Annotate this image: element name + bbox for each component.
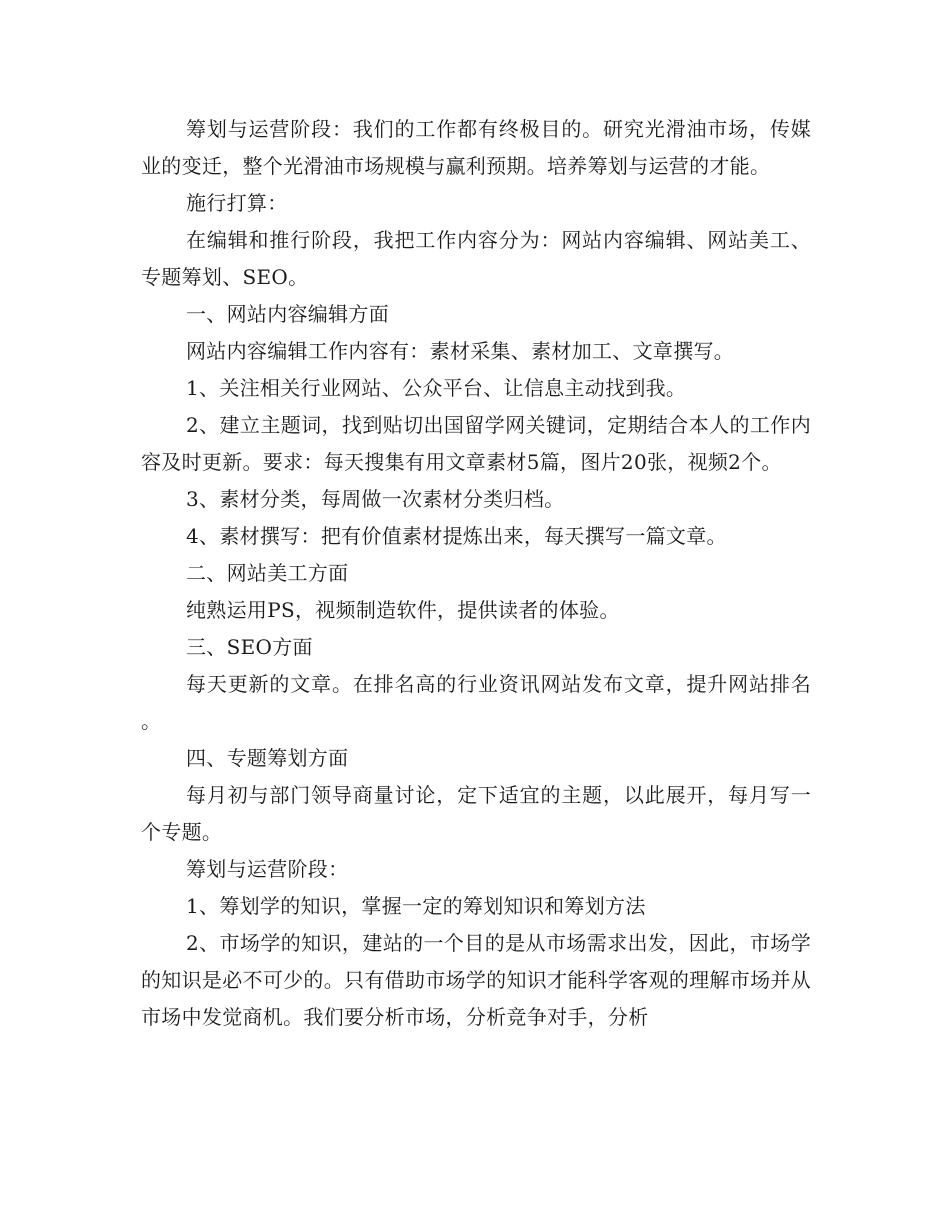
heading-seo: 三、SEO方面 (186, 635, 313, 659)
paragraph-web-design: 纯熟运用PS，视频制造软件，提供读者的体验。 (186, 598, 620, 622)
list-item-marketing-knowledge: 2、市场学的知识，建站的一个目的是从市场需求出发，因此，市场学的知识是必不可少的。只有借助市场学的知识才能科学客观的理解市场并从市场中发觉商机。我们要分析市场，分析竞争对手，分析 (141, 931, 811, 1029)
list-item-3: 3、素材分类，每周做一次素材分类归档。 (186, 487, 565, 511)
paragraph-topic-planning: 每月初与部门领导商量讨论，定下适宜的主题，以此展开，每月写一个专题。 (141, 783, 811, 844)
document-body (141, 111, 811, 1036)
paragraph-seo: 每天更新的文章。在排名高的行业资讯网站发布文章，提升网站排名。 (141, 672, 811, 733)
list-item-planning-knowledge: 1、筹划学的知识，掌握一定的筹划知识和筹划方法 (186, 894, 646, 918)
heading-web-design: 二、网站美工方面 (186, 561, 349, 585)
list-item-1: 1、关注相关行业网站、公众平台、让信息主动找到我。 (186, 376, 687, 400)
paragraph-work-division: 在编辑和推行阶段，我把工作内容分为：网站内容编辑、网站美工、专题筹划、SEO。 (141, 228, 811, 289)
paragraph-implementation-plan: 施行打算： (186, 191, 288, 215)
heading-topic-planning: 四、专题筹划方面 (186, 746, 349, 770)
heading-content-editing: 一、网站内容编辑方面 (186, 302, 389, 326)
paragraph-operations-stage: 筹划与运营阶段：我们的工作都有终极目的。研究光滑油市场，传媒业的变迁，整个光滑油市场规模与赢利预期。培养筹划与运营的才能。 (141, 117, 811, 178)
list-item-4: 4、素材撰写：把有价值素材提炼出来，每天撰写一篇文章。 (186, 524, 727, 548)
list-item-2: 2、建立主题词，找到贴切出国留学网关键词，定期结合本人的工作内容及时更新。要求：每天搜集有用文章素材5篇，图片20张，视频2个。 (141, 413, 811, 474)
heading-operations-stage: 筹划与运营阶段： (186, 857, 349, 881)
paragraph-content-editing-scope: 网站内容编辑工作内容有：素材采集、素材加工、文章撰写。 (186, 339, 735, 363)
